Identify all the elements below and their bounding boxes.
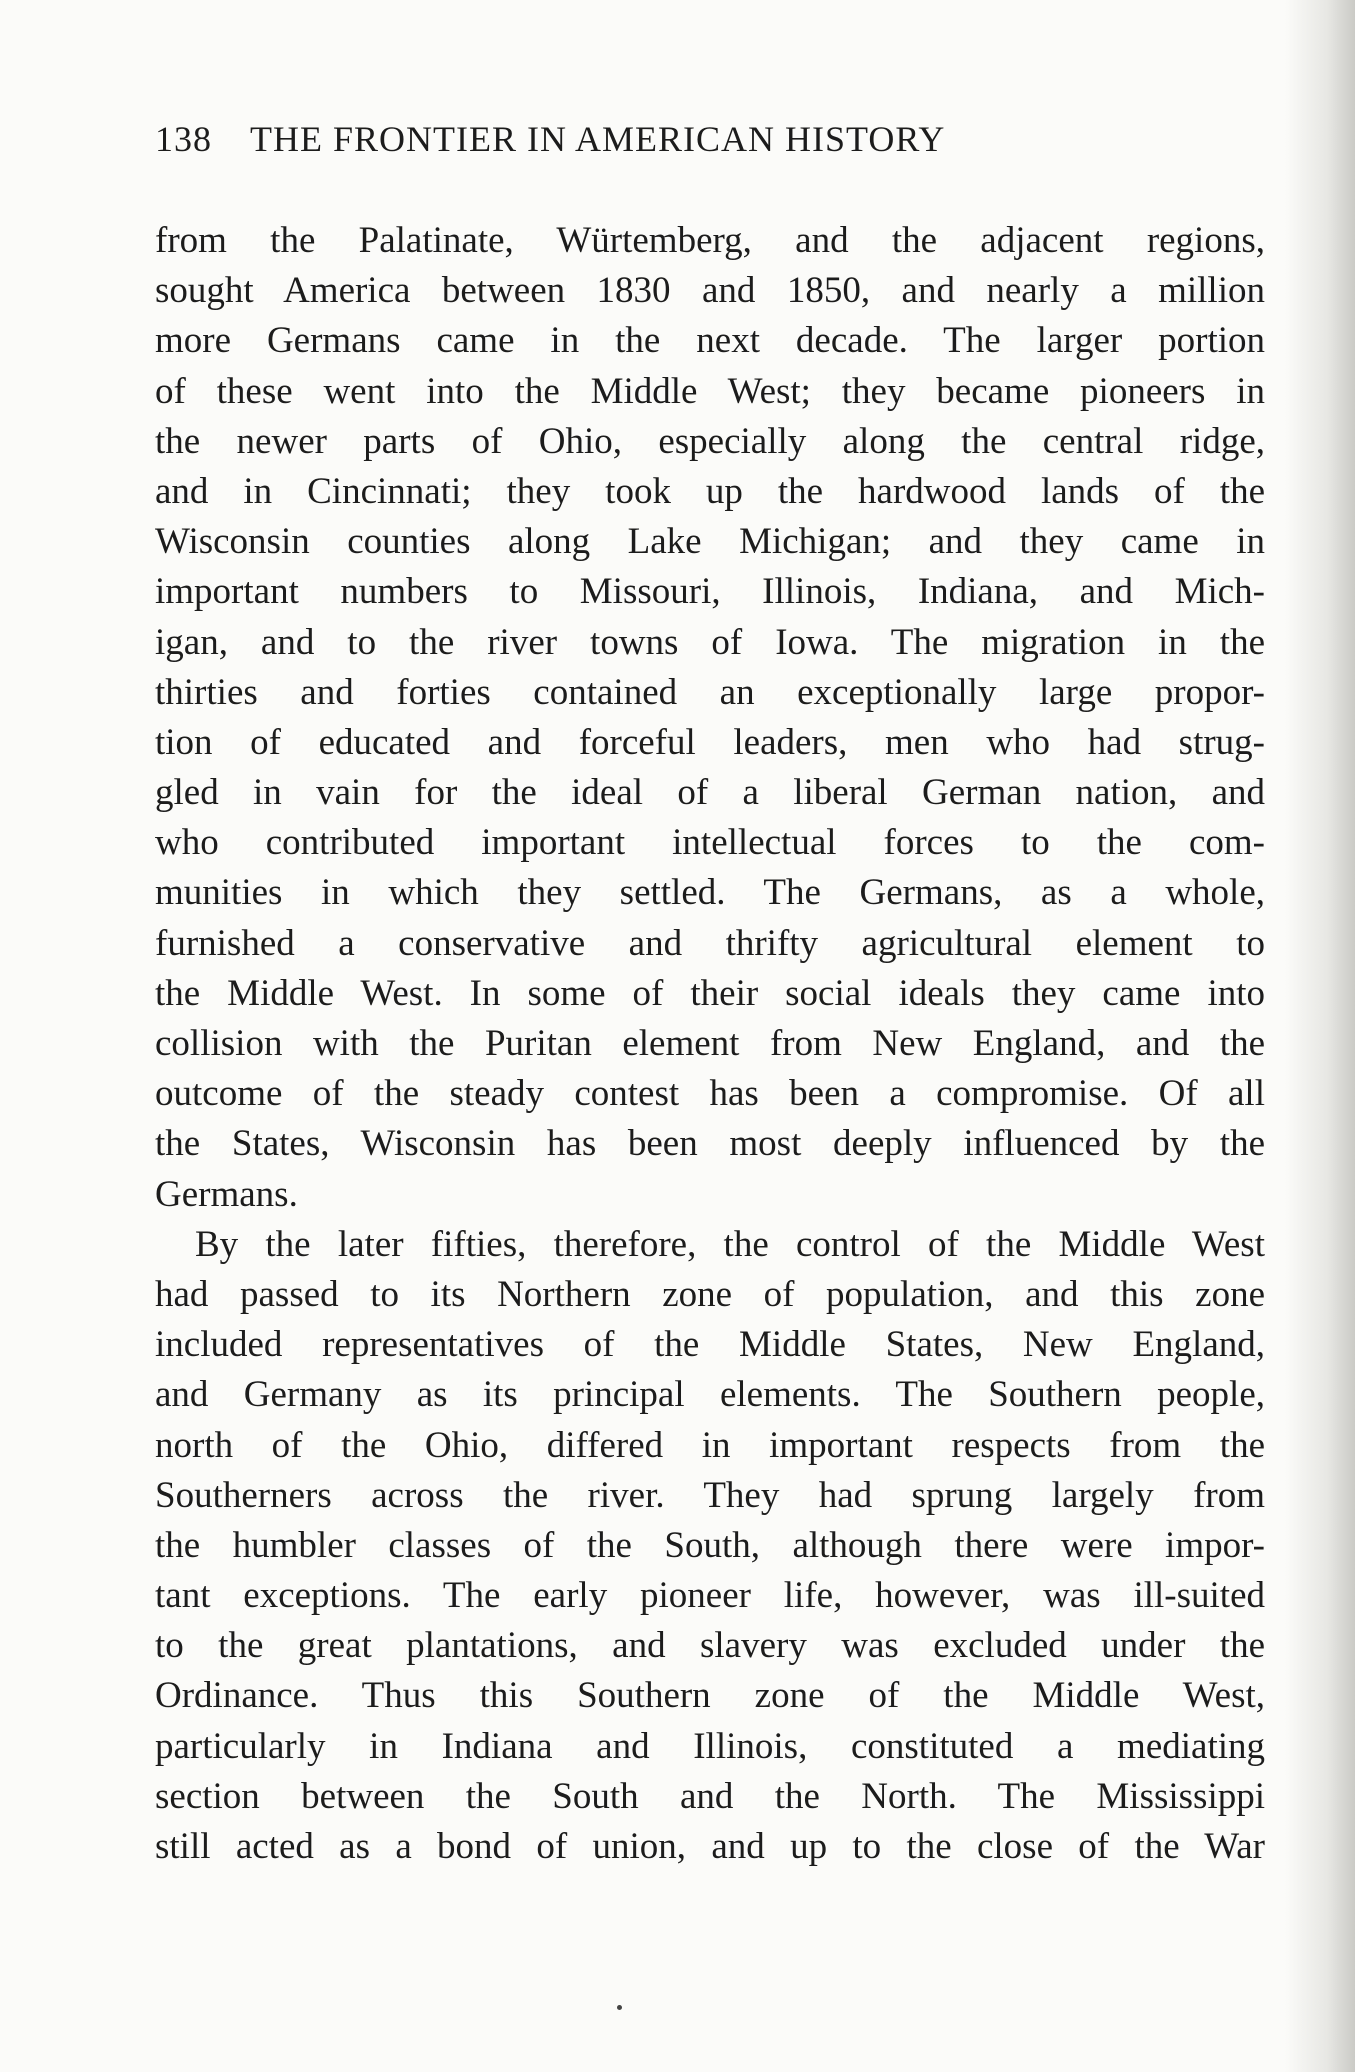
paragraph-1 [155, 216, 1265, 1220]
text-line: Germans. [155, 1173, 298, 1215]
print-speck [617, 2005, 622, 2010]
text-line: By the later fifties, therefore, the control of the Middle West [195, 1223, 1265, 1265]
text-line: the newer parts of Ohio, especially along the central ridge, [155, 420, 1265, 462]
text-line: furnished a conservative and thrifty agricultural element to [155, 922, 1265, 964]
text-line: Southerners across the river. They had sprung largely from [155, 1474, 1265, 1516]
body-text [155, 216, 1265, 1872]
text-line: from the Palatinate, Würtemberg, and the adjacent regions, [155, 220, 1265, 261]
text-line: Ordinance. Thus this Southern zone of the Middle West, [155, 1675, 1265, 1717]
page-number: 138 [155, 119, 212, 159]
text-line: still acted as a bond of union, and up to the close of the War [155, 1826, 1265, 1867]
text-line: and in Cincinnati; they took up the hardwood lands of the [155, 470, 1265, 512]
text-line: the humbler classes of the South, although there were impor- [155, 1524, 1265, 1566]
text-line: tion of educated and forceful leaders, men who had strug- [155, 721, 1265, 763]
text-line: more Germans came in the next decade. The larger portion [155, 320, 1265, 362]
text-line: and Germany as its principal elements. The Southern people, [155, 1374, 1265, 1416]
running-title: THE FRONTIER IN AMERICAN HISTORY [250, 119, 946, 159]
text-line: the States, Wisconsin has been most deeply influenced by the [155, 1123, 1265, 1165]
page-edge-shadow [1285, 0, 1355, 2072]
text-line: sought America between 1830 and 1850, and nearly a million [155, 270, 1265, 312]
paragraph-2 [155, 1220, 1265, 1872]
text-line: tant exceptions. The early pioneer life, however, was ill-suited [155, 1575, 1265, 1617]
text-line: to the great plantations, and slavery was excluded under the [155, 1625, 1265, 1667]
running-head [155, 118, 1275, 160]
text-line: section between the South and the North. The Mississippi [155, 1775, 1265, 1817]
text-line: collision with the Puritan element from New England, and the [155, 1023, 1265, 1064]
text-line: igan, and to the river towns of Iowa. The migration in the [155, 621, 1265, 663]
text-line: Wisconsin counties along Lake Michigan; and they came in [155, 521, 1265, 563]
text-line: included representatives of the Middle States, New England, [155, 1324, 1265, 1366]
text-line: north of the Ohio, differed in important respects from the [155, 1424, 1265, 1466]
text-line: important numbers to Missouri, Illinois, Indiana, and Mich- [155, 571, 1265, 613]
text-line: munities in which they settled. The Germans, as a whole, [155, 872, 1265, 914]
text-line: gled in vain for the ideal of a liberal German nation, and [155, 772, 1265, 814]
text-line: the Middle West. In some of their social ideals they came into [155, 972, 1265, 1014]
text-line: had passed to its Northern zone of population, and this zone [155, 1273, 1265, 1315]
text-line: outcome of the steady contest has been a compromise. Of all [155, 1073, 1265, 1115]
text-line: of these went into the Middle West; they became pioneers in [155, 370, 1265, 412]
text-line: thirties and forties contained an exceptionally large propor- [155, 671, 1265, 713]
text-line: who contributed important intellectual forces to the com- [155, 822, 1265, 864]
text-line: particularly in Indiana and Illinois, constituted a mediating [155, 1725, 1265, 1767]
